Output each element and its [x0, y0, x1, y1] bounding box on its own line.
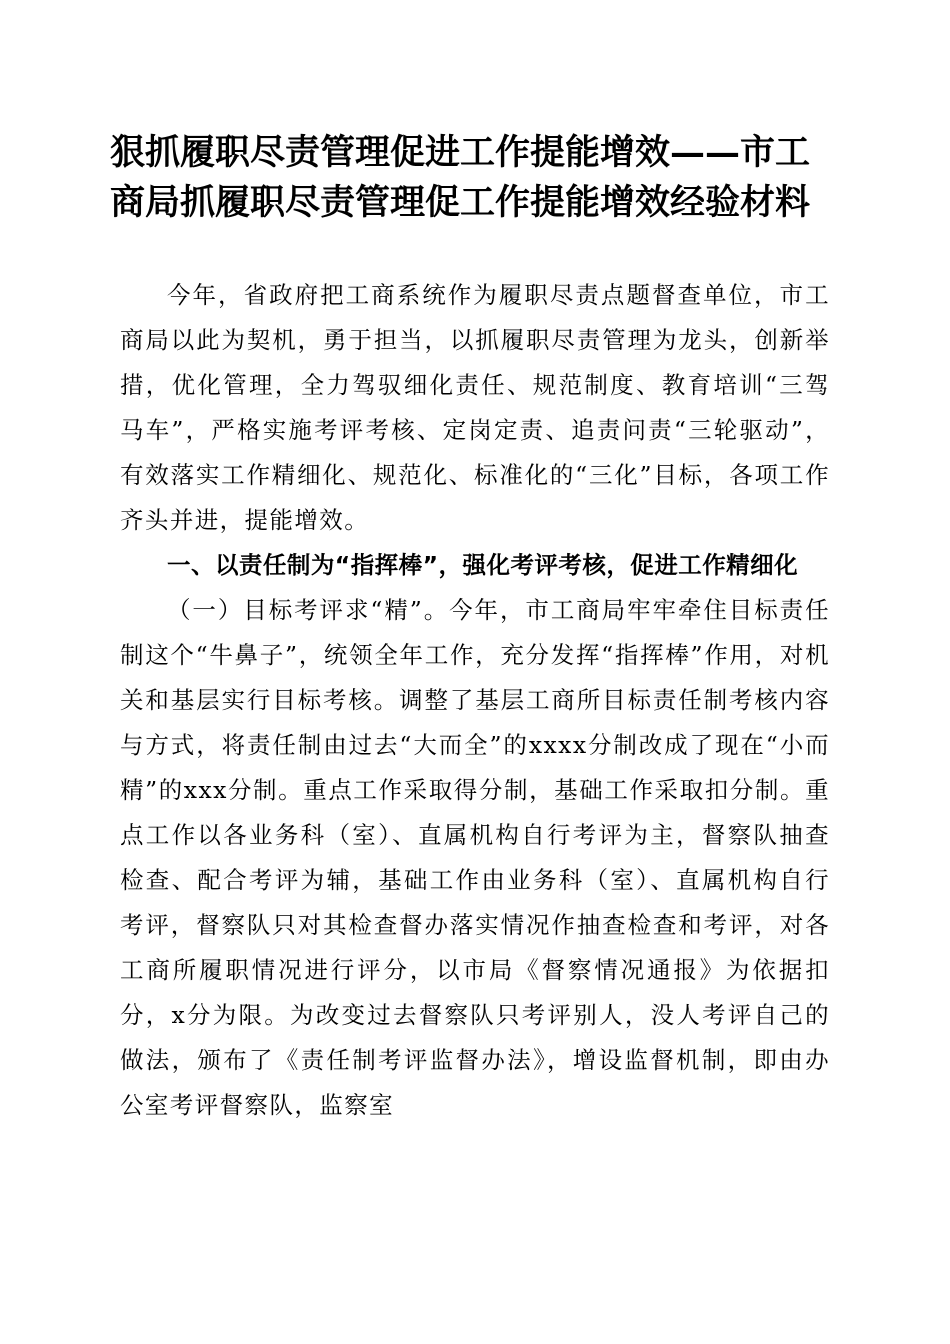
section-1-paragraph: （一）目标考评求“精”。今年，市工商局牢牢牵住目标责任制这个“牛鼻子”，统领全年工作，充分发挥“指挥棒”作用，对机关和基层实行目标考核。调整了基层工商所目标责任制考核内容与方式，将责任制由过去“大而全”的xxxx分制改成了现在“小而精”的xxx分制。重点工作采取得分制，基础工作采取扣分制。重点工作以各业务科（室）、直属机构自行考评为主，督察队抽查检查、配合考评为辅，基础工作由业务科（室）、直属机构自行考评，督察队只对其检查督办落实情况作抽查检查和考评，对各工商所履职情况进行评分，以市局《督察情况通报》为依据扣分，x分为限。为改变过去督察队只考评别人，没人考评自己的做法，颁布了《责任制考评监督办法》，增设监督机制，即由办公室考评督察队，监察室	[120, 596, 830, 1119]
document-body	[120, 273, 830, 1128]
intro-paragraph: 今年，省政府把工商系统作为履职尽责点题督查单位，市工商局以此为契机，勇于担当，以抓履职尽责管理为龙头，创新举措，优化管理，全力驾驭细化责任、规范制度、教育培训“三驾马车”，严格实施考评考核、定岗定责、追责问责“三轮驱动”，有效落实工作精细化、规范化、标准化的“三化”目标，各项工作齐头并进，提能增效。	[120, 281, 830, 534]
document-title: 狠抓履职尽责管理促进工作提能增效——市工商局抓履职尽责管理促工作提能增效经验材料	[110, 132, 811, 223]
section-heading-1: 一、以责任制为“指挥棒”，强化考评考核，促进工作精细化	[167, 551, 799, 579]
